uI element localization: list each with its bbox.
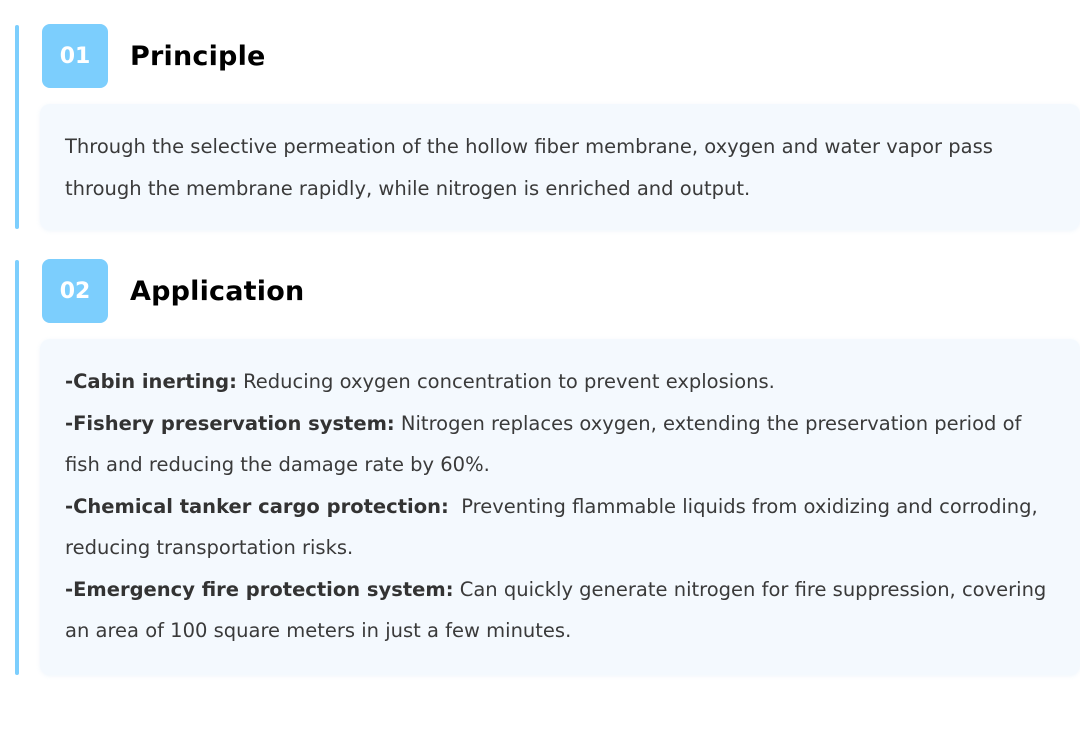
section-number-badge: 01: [42, 24, 108, 88]
section-number-badge: 02: [42, 259, 108, 323]
application-item-term: -Cabin inerting:: [65, 370, 237, 393]
application-item-term: -Emergency fire protection system:: [65, 577, 454, 601]
application-item-term: -Fishery preservation system:: [65, 411, 395, 435]
application-item-text: Reducing oxygen concentration to prevent explosions.: [236, 370, 775, 393]
principle-card: [40, 104, 1080, 230]
application-card: [40, 339, 1080, 675]
application-item-text: Can quickly generate nitrogen for fire suppression, covering an area of 100 square meters in just a few minutes.: [65, 577, 1053, 642]
section-accent-bar: [15, 260, 19, 675]
application-item-text: Nitrogen replaces oxygen, extending the preservation period of fish and reducing the damage rate by 60%.: [65, 411, 1028, 476]
application-item: [65, 486, 1080, 569]
application-item: [65, 403, 1080, 486]
application-item-text: Preventing flammable liquids from oxidizing and corroding, reducing transportation risks.: [65, 494, 1044, 559]
section-title: Principle: [130, 40, 266, 72]
section-accent-bar: [15, 25, 19, 229]
application-item: [65, 361, 1080, 403]
section-title: Application: [130, 275, 305, 307]
principle-section: [15, 25, 1080, 229]
application-item: [65, 569, 1080, 652]
application-item-term: -Chemical tanker cargo protection:: [65, 494, 449, 518]
application-section: [15, 260, 1080, 675]
principle-text: Through the selective permeation of the hollow fiber membrane, oxygen and water vapor pass through the membrane rapidly, while nitrogen is enriched and output.: [65, 135, 993, 200]
